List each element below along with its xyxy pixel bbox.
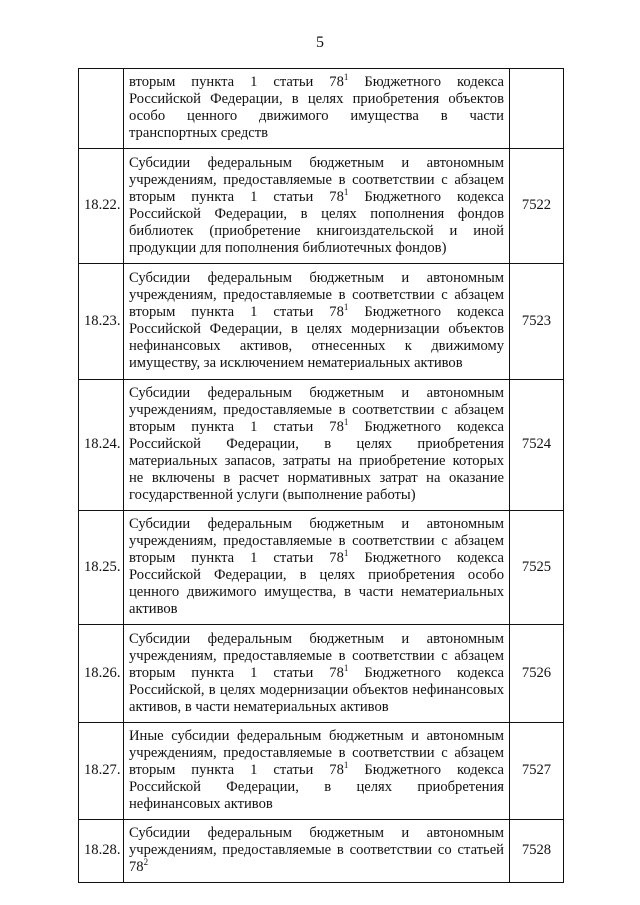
row-description: Субсидии федеральным бюджетным и автономным учреждениям, предоставляемые в соответствии с абзацем вторым пункта 1 статьи $78^1$ Бюджетного кодекса Российской Федерации, в целях приобретения особо ценного движимого имущества, в части нематериальных активов (124, 511, 510, 625)
row-description: Субсидии федеральным бюджетным и автономным учреждениям, предоставляемые в соответствии с абзацем вторым пункта 1 статьи $78^1$ Бюджетного кодекса Российской, в целях модернизации объектов нефинансовых активов, в части нематериальных активов (124, 625, 510, 723)
row-description: Субсидии федеральным бюджетным и автономным учреждениям, предоставляемые в соответствии с абзацем вторым пункта 1 статьи $78^1$ Бюджетного кодекса Российской Федерации, в целях модернизации объектов нефинансовых активов, отнесенных к движимому имуществу, за исключением нематериальных активов (124, 264, 510, 380)
table-row (79, 264, 564, 380)
row-number: 18.26. (79, 625, 124, 723)
page-number: 5 (316, 34, 324, 51)
row-code: 7527 (510, 723, 564, 820)
row-code: 7522 (510, 149, 564, 264)
row-number: 18.24. (79, 380, 124, 511)
row-number: 18.27. (79, 723, 124, 820)
table-row (79, 625, 564, 723)
table-row (79, 149, 564, 264)
row-code (510, 69, 564, 149)
table-row (79, 69, 564, 149)
row-code: 7523 (510, 264, 564, 380)
row-description: Иные субсидии федеральным бюджетным и автономным учреждениям, предоставляемые в соответствии с абзацем вторым пункта 1 статьи $78^1$ Бюджетного кодекса Российской Федерации, в целях приобретения нефинансовых активов (124, 723, 510, 820)
table-row (79, 380, 564, 511)
row-code: 7526 (510, 625, 564, 723)
row-code: 7524 (510, 380, 564, 511)
row-number: 18.25. (79, 511, 124, 625)
row-number (79, 69, 124, 149)
table-row (79, 511, 564, 625)
table-row (79, 723, 564, 820)
row-code: 7528 (510, 820, 564, 883)
row-number: 18.22. (79, 149, 124, 264)
row-description: Субсидии федеральным бюджетным и автономным учреждениям, предоставляемые в соответствии со статьей $78^2$ (124, 820, 510, 883)
row-number: 18.23. (79, 264, 124, 380)
row-description: Субсидии федеральным бюджетным и автономным учреждениям, предоставляемые в соответствии с абзацем вторым пункта 1 статьи $78^1$ Бюджетного кодекса Российской Федерации, в целях приобретения материальных запасов, затраты на приобретение которых не включены в расчет нормативных затрат на оказание государственной услуги (выполнение работы) (124, 380, 510, 511)
budget-classification-table (78, 68, 564, 883)
table-row (79, 820, 564, 883)
row-description: вторым пункта 1 статьи $78^1$ Бюджетного кодекса Российской Федерации, в целях приобретения объектов особо ценного движимого имущества в части транспортных средств (124, 69, 510, 149)
row-number: 18.28. (79, 820, 124, 883)
row-code: 7525 (510, 511, 564, 625)
row-description: Субсидии федеральным бюджетным и автономным учреждениям, предоставляемые в соответствии с абзацем вторым пункта 1 статьи $78^1$ Бюджетного кодекса Российской Федерации, в целях пополнения фондов библиотек (приобретение книгоиздательской и иной продукции для пополнения библиотечных фондов) (124, 149, 510, 264)
